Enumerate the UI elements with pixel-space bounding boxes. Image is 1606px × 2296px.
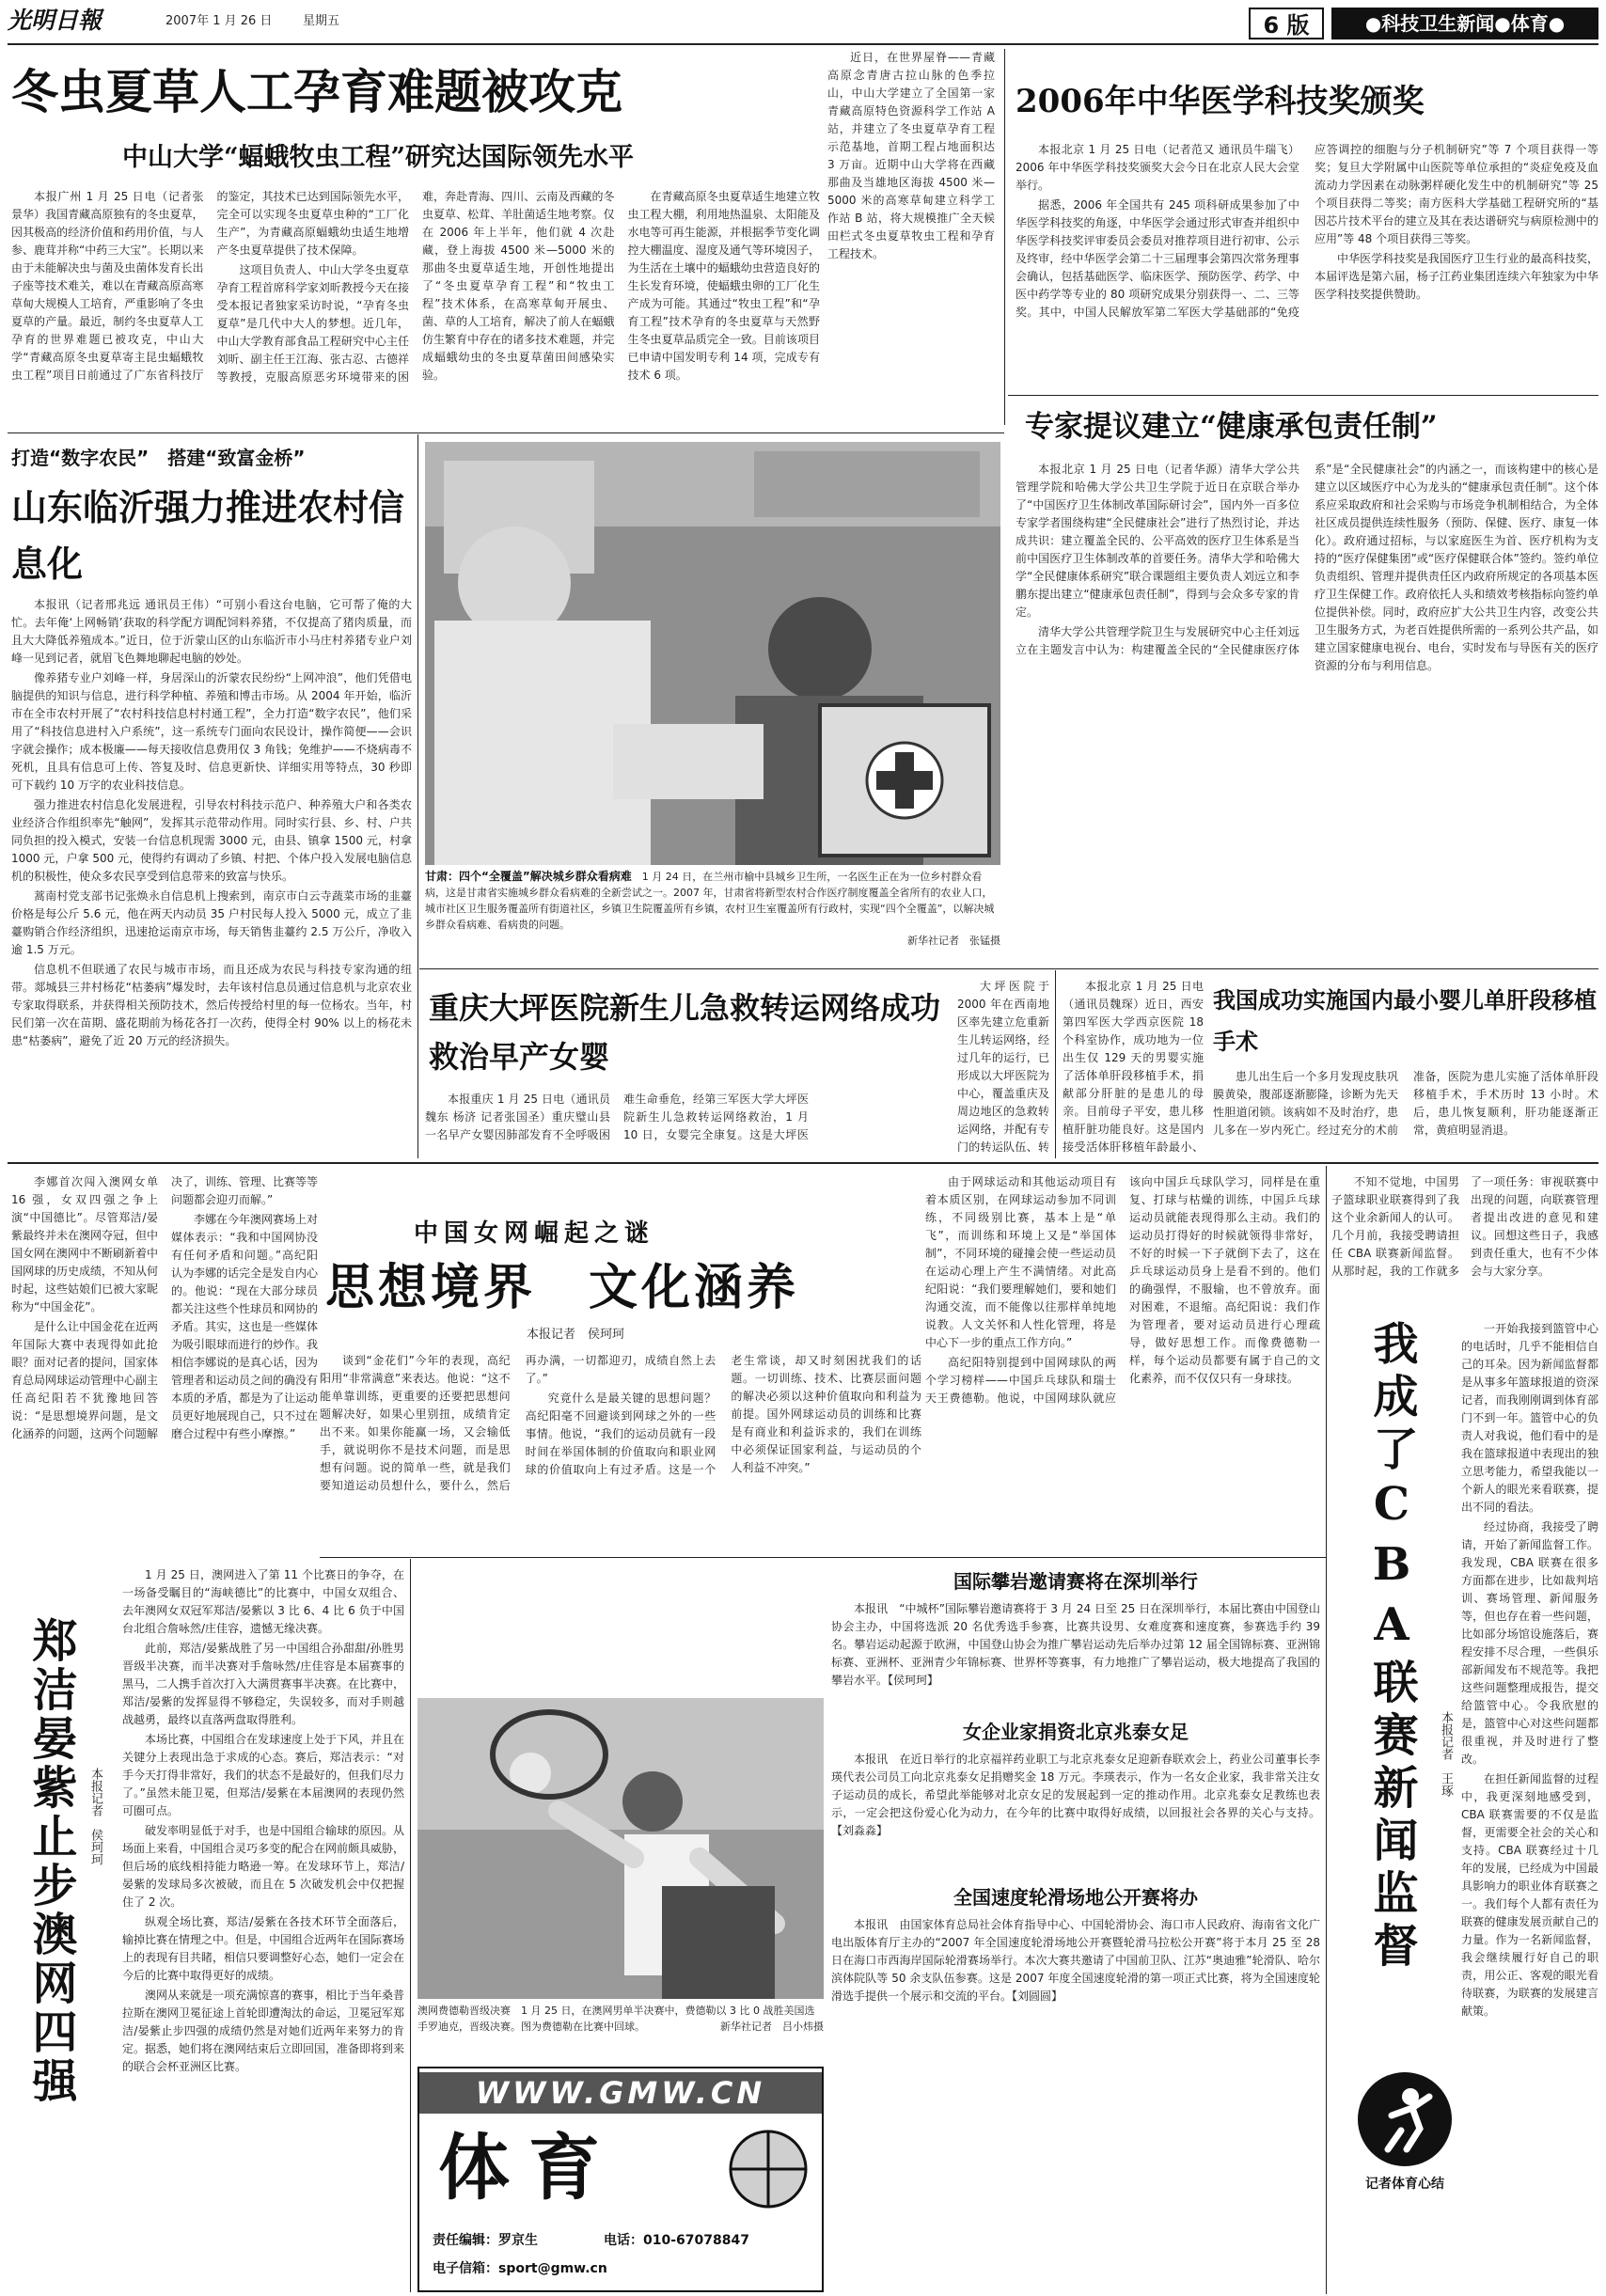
editor-phone: 电话：010-67078847 — [604, 2233, 749, 2248]
article-byline-cba: 本报记者 王琢 — [1439, 1711, 1453, 1797]
article-title-climbing: 国际攀岩邀请赛将在深圳举行 — [953, 1570, 1198, 1593]
article-para: 破发率明显低于对手，也是中国组合输球的原因。从场面上来看，中国组合灵巧多变的配合在网前颇具威胁，但后场的底线相持能力略逊一筹。在发球环节上，郑洁/晏紫的发球局多次被破，而且在 5 次破发机会中仅把握住了 2 次。 — [122, 1824, 404, 1909]
article-body-womens-football — [831, 1751, 1320, 1873]
article-para: 本报广州 1 月 25 日电（记者张景华）我国青藏高原独有的冬虫夏草，因其极高的经济价值和药用价值，与人参、鹿茸并称“中药三大宝”。长期以来由于未能解决虫与菌及虫菌体发育长出子座等技术难关，难以在青藏高原高寒草甸大规模人工培育，严重影响了冬虫夏草的产量。最近，制约冬虫夏草人工孕育的世界难题已被攻克，中山大学“青藏高原冬虫夏草寄主昆虫蝠蛾牧虫工程”项目日前通过了广东省科技厅的鉴定，其技术已达到国际领先水平，完全可以实现冬虫夏草虫种的“工厂化生产”，为青藏高原蝠蛾幼虫适生地增产冬虫夏草提供了技术保障。 — [11, 190, 409, 382]
article-para: 1 月 25 日，澳网进入了第 11 个比赛日的争夺，在一场备受瞩目的“海峡德比”的比赛中，中国女双组合、去年澳网女双冠军郑洁/晏紫以 3 比 6、4 比 6 负于中国台北组合詹咏然/庄佳容，遗憾无缘决赛。 — [122, 1568, 404, 1635]
article-para: 本报北京 1 月 25 日电（通讯员魏琛）近日，西安第四军医大学西京医院 18 个科室协作，成功地为一位出生仅 129 天的男婴实施了活体单肝段移植手术，捐献部分肝脏的是患儿的母亲。目前母子平安，患儿移植肝脏功能良好。这是国内接受活体肝移植年龄最小、 — [1063, 980, 1204, 1154]
article-para: 李娜首次闯入澳网女单 16 强，女双四强之争上演“中国德比”。尽管郑洁/晏紫最终并未在澳网夺冠，但中国女网在澳网中不断刷新着中国网球的历史成绩，不知从何时起，这些姑娘们已被大家昵称为“中国金花”。 — [11, 1175, 159, 1313]
article-title-cordyceps: 冬虫夏草人工孕育难题被攻克 — [11, 64, 622, 119]
article-body-daping-hospital-a — [425, 1091, 809, 1156]
website-url[interactable]: WWW.GMW.CN — [419, 2072, 822, 2114]
newspaper-logo: 光明日報 — [8, 7, 102, 34]
issue-weekday: 星期五 — [303, 14, 340, 28]
news-photo-federer — [417, 1698, 824, 1999]
section-rule — [320, 1557, 1326, 1558]
article-body-medical-award — [1016, 141, 1598, 391]
article-para: 这项目负责人、中山大学冬虫夏草孕育工程首席科学家刘昕教授今天在接受本报记者独家采访时说，“孕育冬虫夏草”是几代中大人的梦想。近几年，中山大学教育部食品工程研究中心主任刘昕、副主任王江海、张古忍、古德祥等教授，克服高原恶劣环境带来的困难，奔赴青海、四川、云南及西藏的冬虫夏草、松茸、羊肚菌适生地考察。仅在 2006 年上半年，他们就 4 次赴藏，登上海拔 4500 米—5000 米的那曲冬虫夏草适生地，开创性地提出了“冬虫夏草孕育工程”和“牧虫工程”技术体系，在高寒草甸开展虫、菌、草的人工培育，解决了前人在蝠蛾仿生繁育中存在的诸多技术难题，并完成蝠蛾幼虫的冬虫夏草菌田间感染实验。 — [216, 190, 615, 384]
article-para: 由于网球运动和其他运动项目有着本质区别，在网球运动参加不同训练，不同级别比赛，基本上是“单飞”，而训练和环境上又是“举国体制”，不同环境的碰撞会使一些运动员在运动心理上产生不满情绪。对此高纪阳说：“我们要理解她们，要和她们沟通交流，而不能像以往那样单纯地说教。人文关怀和人性化管理，将是中心下一步的重点工作方向。” — [925, 1175, 1116, 1349]
section-rule — [8, 1162, 1598, 1164]
article-body-roller-skating — [831, 1916, 1320, 2292]
article-para: 究竟什么是最关键的思想问题？高纪阳毫不回避谈到网球之外的一些事情。他说，“我们的运动员就有一段时间在举国体制的价值取向和职业网球的价值取向上有过矛盾。这是一个老生常谈，却又时刻困扰我们的话题。一切训练、技术、比赛层面问题的解决必须以这种价值取向和利益为前提。国外网球运动员的训练和比赛是有商业和利益诉求的，我们在训练中必须保证国家利益，与运动员的个人利益不冲突。” — [525, 1354, 921, 1476]
article-para: 李娜在今年澳网赛场上对媒体表示：“我和中国网协没有任何矛盾和问题。”高纪阳认为李娜的话完全是发自内心的。他说：“现在大部分球员都关注这些个性球员和网协的矛盾。其实，这也是一些媒体为吸引眼球而进行的炒作。我相信李娜说的是真心话，因为管理者和运动员之间的确没有本质的矛盾，都是为了让运动员更好地展现自己，只不过在磨合过程中有些小摩擦。” — [171, 1213, 318, 1440]
article-title-linyi: 山东临沂强力推进农村信息化 — [11, 486, 405, 585]
section-rule — [419, 968, 1598, 969]
article-title-womens-football: 女企业家捐资北京兆泰女足 — [963, 1721, 1189, 1743]
article-title-medical-award: 2006年中华医学科技奖颁奖 — [1016, 83, 1425, 120]
editor-email[interactable]: 电子信箱：sport@gmw.cn — [433, 2261, 607, 2276]
article-para: 本报北京 1 月 25 日电（记者华源）清华大学公共管理学院和哈佛大学公共卫生学院于近日在京联合举办了“中国医疗卫生体制改革国际研讨会”，国内外一百多位专家学者围绕构建“全民健康社会”进行了热烈讨论，并达成共识：建立覆盖全民的、公平高效的医疗卫生体系是当前中国医疗卫生体制改革的首要任务。清华大学和哈佛大学“全民健康体系研究”联合课题组主要负责人刘远立和李鹏东提出建立“健康承包责任制”，得到与会众多专家的肯定。 — [1016, 463, 1299, 619]
article-para: 在担任新闻监督的过程中，我更深刻地感受到，CBA 联赛需要的不仅是监督，更需要全社会的关心和支持。CBA 联赛经过十几年的发展，已经成为中国最具影响力的职业体育联赛之一。我们每个人都有责任为联赛的健康发展贡献自己的力量。作为一名新闻监督，我会继续履行好自己的职责，用公正、客观的眼光看待联赛，为联赛的发展建言献策。 — [1461, 1772, 1598, 2018]
basketball-player-icon — [1354, 2068, 1456, 2170]
article-body-womens-tennis-b — [320, 1352, 921, 1553]
photo-caption-text: 澳网费德勒晋级决赛 1 月 25 日，在澳网男单半决赛中，费德勒以 3 比 0 战胜美国选手罗迪克，晋级决赛。图为费德勒在比赛中回球。 — [417, 2005, 815, 2033]
column-rule — [1055, 970, 1056, 1158]
columnist-logo — [1354, 2068, 1456, 2210]
article-para: 高纪阳特别提到中国网球队的两个学习榜样——中国乒乓球队和瑞士天王费德勒。他说，中国网球队就应该向中国乒乓球队学习，同样是在重复、打球与枯燥的训练，中国乒乓球运动员就能表现得那么主动。我们的运动员打得好的时候就领得非常好，不好的时候一下子就倒下去了，这在乒乓球运动员身上是看不到的。他们的确强悍，不服输，也不曾放弃。面对困难，不退缩。高纪阳说：我们作为管理者，要对运动员进行心理疏导，做好思想工作。而像费德勒一样，每个运动员都要有属于自己的文化素养，而不仅仅只有一身球技。 — [925, 1175, 1320, 1405]
article-body-cba-a — [1331, 1173, 1598, 1305]
section-rule — [8, 432, 1004, 433]
article-para: 据悉，2006 年全国共有 245 项科研成果参加了中华医学科技奖的角逐，中华医学会通过形式审查并组织中华医学科技奖评审委员会委员对推荐项目进行初审、公示及终审，经中华医学会第二十三届理事会第四次常务理事会确认，包括基础医学、临床医学、预防医学、药学、中医中药学等专业的 80 项研究成果分别获得一、二、三等奖。其中，中国人民解放军第二军医大学基础部的“免疫应答调控的细胞与分子机制研究”等 7 个项目获得一等奖；复旦大学附属中山医院等单位承担的“炎症免疫及血流动力学因素在动脉粥样硬化发生中的机制研究”等 25 个项目获得二等奖；南方医科大学基础工程研究所的“基因芯片技术平台的建立及其在表达谱研究与病原检测中的应用”等 48 个项目获得三等奖。 — [1016, 143, 1598, 319]
article-para: 本报重庆 1 月 25 日电（通讯员魏东 杨济 记者张国圣）重庆璧山县一名早产女婴因肺部发育不全呼吸困难生命垂危，经第三军医大学大坪医院新生儿急救转运网络救治，1 月 10 日，女婴完全康复。这是大坪医 — [425, 1093, 809, 1141]
article-byline-womens-tennis: 本报记者 侯珂珂 — [527, 1328, 625, 1342]
article-para: 在青藏高原冬虫夏草适生地建立牧虫工程大棚，利用地热温泉、太阳能及水电等可再生能源，并根据季节变化调控大棚温度、湿度及通气等环境因子，为生活在土壤中的蝠蛾幼虫营造良好的生长发育环境，使蝠蛾虫卵的工厂化生产成为可能。其通过“牧虫工程”和“孕育工程”技术孕育的冬虫夏草与天然野生冬虫夏草品质完全一致。目前该项目已申请中国发明专利 14 项，完成专有技术 6 项。 — [627, 190, 820, 382]
photo-caption-doctor — [425, 869, 1000, 967]
masthead-rule — [8, 43, 1598, 45]
page-number: 6 版 — [1249, 8, 1324, 39]
section-banner: ●科技卫生新闻●体育● — [1331, 8, 1598, 39]
editor-credit: 责任编辑：罗京生 — [433, 2233, 538, 2248]
article-para: 大坪医院于 2000 年在西南地区率先建立危重新生儿转运网络，经过几年的运行，已形成以大坪医院为中心，覆盖重庆及周边地区的急救转运网络，并配有专门的转运队伍、转 — [957, 980, 1049, 1154]
article-title-roller-skating: 全国速度轮滑场地公开赛将办 — [953, 1886, 1198, 1909]
article-title-womens-tennis: 思想境界 文化涵养 — [325, 1259, 800, 1316]
article-title-cba: 我成了CBA联赛新闻监督 — [1365, 1320, 1418, 1974]
issue-date: 2007年 1 月 26 日 — [165, 14, 273, 28]
article-para: 患儿出生后一个多月发现皮肤巩膜黄染，腹部逐渐膨隆，诊断为先天性胆道闭锁。该病如不及时治疗，患儿多在一岁内死亡。经过充分的术前准备，医院为患儿实施了活体单肝段移植手术，手术历时 13 小时。术后，患儿恢复顺利，肝功能逐渐正常，黄疸明显消退。 — [1213, 1070, 1598, 1137]
article-para: 澳网从来就是一项充满惊喜的赛事，相比于当年桑普拉斯在澳网卫冕征途上首轮即遭淘汰的命运，卫冕冠军郑洁/晏紫止步四强的成绩仍然是对她们近两年来努力的肯定。据悉，她们将在澳网结束后立即回国，准备即将到来的联合会杯亚洲区比赛。 — [122, 1989, 404, 2073]
photo-illustration — [425, 442, 1000, 865]
article-body-liver-transplant-lead — [1063, 978, 1204, 1156]
columnist-logo-label: 记者体育心结 — [1365, 2177, 1444, 2192]
article-title-zheng-yan: 郑洁晏紫止步澳网四强 — [24, 1617, 77, 2106]
article-para: 本报讯 “中城杯”国际攀岩邀请赛将于 3 月 24 日至 25 日在深圳举行，本届比赛由中国登山协会主办，中国将选派 20 名优秀选手参赛，比赛共设男、女难度赛和速度赛，参赛选手约 39 名。攀岩运动起源于欧洲，中国登山协会为推广攀岩运动先后举办过第 12 届全国锦标赛、亚洲锦标赛、亚洲杯、亚洲青少年锦标赛、世界杯等赛事，有力地推广了攀岩运动，极大地提高了我国的攀岩水平。【侯珂珂】 — [831, 1602, 1320, 1687]
article-para: 经过协商，我接受了聘请，开始了新闻监督工作。我发现，CBA 联赛在很多方面都在进步，比如裁判培训、赛场管理、新闻服务等，但也存在着一些问题，比如部分场馆设施落后，赛程安排不尽合理，一些俱乐部新闻发布不规范等。我把这些问题整理成报告，提交给篮管中心。令我欣慰的是，篮管中心对这些问题都很重视，并及时进行了整改。 — [1461, 1520, 1598, 1766]
article-para: 近日，在世界屋脊——青藏高原念青唐古拉山脉的色季拉山，中山大学建立了全国第一家青藏高原特色资源科学工作站 A 站，并建立了冬虫夏草孕育工程示范基地，首期工程占地面积达 3 万亩。近期中山大学将在西藏那曲及当雄地区海拔 4500 米—5000 米的高寒草甸建立科学工作站 B 站，将大规模推广全天候田栏式冬虫夏草牧虫工程和孕育工程技术。 — [827, 51, 995, 260]
section-rule — [1008, 395, 1598, 396]
photo-caption-lead: 甘肃：四个“全覆盖”解决城乡群众看病难 — [425, 870, 632, 883]
column-rule — [1004, 49, 1005, 425]
article-kicker-linyi: 打造“数字农民” 搭建“致富金桥” — [11, 447, 306, 469]
article-body-womens-tennis-c — [925, 1173, 1320, 1553]
article-body-linyi — [11, 596, 412, 1156]
article-para: 一开始我接到篮管中心的电话时，几乎不能相信自己的耳朵。因为新闻监督都是从事多年篮球报道的资深记者，而我刚刚调到体育部门不到一年。篮管中心的负责人对我说，他们看中的是我在篮球报道中表现出的独立思考能力，希望我能以一个新人的眼光来看联赛，提出不同的看法。 — [1461, 1322, 1598, 1514]
sports-banner — [417, 2067, 824, 2292]
article-body-liver-transplant — [1213, 1068, 1598, 1156]
article-para: 是什么让中国金花在近两年国际大赛中表现得如此抢眼？面对记者的提问，国家体育总局网球运动管理中心副主任高纪阳若不犹豫地回答说：“是思想境界问题，是文化涵养的问题，这两个问题解决了，训练、管理、比赛等等问题都会迎刃而解。” — [11, 1175, 318, 1440]
article-body-health-responsibility — [1016, 461, 1598, 709]
article-para: 不知不觉地，中国男子篮球职业联赛得到了我这个业余新闻人的认可。几个月前，我接受聘请担任 CBA 联赛新闻监督。从那时起，我的工作就多了一项任务：审视联赛中出现的问题，向联赛管理者提出改进的意见和建议。回想这些日子，我感到责任重大，也有不少体会与大家分享。 — [1331, 1175, 1598, 1278]
article-title-health-responsibility: 专家提议建立“健康承包责任制” — [1025, 410, 1438, 444]
article-subtitle-cordyceps: 中山大学“蝠蛾牧虫工程”研究达国际领先水平 — [122, 143, 635, 172]
photo-credit: 新华社记者 吕小炜摄 — [720, 2021, 824, 2033]
article-kicker-womens-tennis: 中国女网崛起之谜 — [414, 1219, 655, 1248]
article-para: 蒿南村党支部书记张焕永自信息机上搜索到，南京市白云寺蔬菜市场的韭薹价格是每公斤 5.6 元，他在两天内动员 35 户村民每人投入 5000 元，成立了韭薹购销合作经济组织，迅速抢运南京市场，每天销售韭薹约 2.5 万公斤，净收入逾 1.5 万元。 — [11, 889, 412, 956]
article-para: 本场比赛，中国组合在发球速度上处于下风，并且在关键分上表现出急于求成的心态。赛后，郑洁表示：“对手今天打得非常好，我们的状态不是最好的，但我们尽力了。”虽然未能卫冕，但郑洁/晏紫在本届澳网的表现仍然可圈可点。 — [122, 1733, 404, 1817]
article-body-climbing — [831, 1600, 1320, 1709]
article-body-cordyceps-cont — [827, 49, 995, 421]
article-para: 像养猪专业户刘峰一样，身居深山的沂蒙农民纷纷“上网冲浪”，他们凭借电脑提供的知识与信息，进行科学种植、养殖和博击市场。从 2004 年开始，临沂市在全市农村开展了“农村科技信息村村通工程”，全力打造“数字农民”，他们采用了“科技信息进村入户系统”，这一系统专门面向农民设计，操作简便——会识字就会操作；成本极廉——每天接收信息费用仅 3 角钱；免维护——不烧病毒不死机，且具有信息可上传、答复及时、信息更新快、详细实用等特点，30 秒即可下载约 10 万字的农业科技信息。 — [11, 671, 412, 792]
photo-illustration — [417, 1698, 824, 1999]
column-rule — [1326, 1166, 1327, 2294]
news-photo-doctor — [425, 442, 1000, 865]
article-byline-zheng-yan: 本报记者 侯珂珂 — [88, 1768, 102, 1865]
article-para: 谈到“金花们”今年的表现，高纪阳用“非常满意”来表达。他说：“这不能单靠训练，更重要的还要把思想问题解决好，如果心里别扭，成绩肯定出不来。如果你能赢一场，又会输低手，就说明你不是技术问题，而是思想有问题。说的简单一些，就是我们要知道运动员想什么，要什么，然后再办满，一切都迎刃，成绩自然上去了。” — [320, 1354, 716, 1492]
article-para: 本报讯 由国家体育总局社会体育指导中心、中国轮滑协会、海口市人民政府、海南省文化广电出版体育厅主办的“2007 年全国速度轮滑场地公开赛暨轮滑马拉松公开赛”将于本月 25 至 28 日在海口市西海岸国际轮滑赛场举行。本次大赛共邀请了中国前卫队、江苏“奥迪雅”轮滑队、哈尔滨体院队等 50 余支队伍参赛。这是 2007 年度全国速度轮滑的第一项正式比赛，将为全国速度轮滑选手提供一个展示和交流的平台。【刘圆圆】 — [831, 1918, 1320, 2003]
article-para: 纵观全场比赛，郑洁/晏紫在各技术环节全面落后，输掉比赛在情理之中。但是，中国组合近两年在国际赛场上的表现有目共睹，相信只要调整好心态，她们一定会在今后的比赛中取得更好的成绩。 — [122, 1915, 404, 1982]
article-para: 此前，郑洁/晏紫战胜了另一中国组合孙甜甜/孙胜男晋级半决赛，而半决赛对手詹咏然/庄佳容是本届赛事的黑马，二人携手首次打入大满贯赛事半决赛。在比赛中，郑洁/晏紫的发挥显得不够稳定，失误较多，而对手则越战越勇，最终以直落两盘取得胜利。 — [122, 1642, 404, 1726]
article-para: 本报北京 1 月 25 日电（记者范又 通讯员牛瑞飞）2006 年中华医学科技奖颁奖大会今日在北京人民大会堂举行。 — [1016, 143, 1299, 192]
article-body-zheng-yan — [122, 1566, 404, 2290]
article-para: 本报讯 在近日举行的北京福祥药业职工与北京兆泰女足迎新春联欢会上，药业公司董事长李瑛代表公司员工向北京兆泰女足捐赠奖金 18 万元。李瑛表示，作为一名女企业家，我非常关注女子运动员的成长，希望此举能够对北京女足的发展起到一定的推动作用。北京兆泰女足教练也表示，一定会把这份爱心化为动力，在今年的比赛中取得好成绩，以回报社会各界的关心与支持。【刘淼淼】 — [831, 1753, 1320, 1837]
article-para: 清华大学公共管理学院卫生与发展研究中心主任刘远立在主题发言中认为：构建覆盖全民的“全民健康医疗体系”是“全民健康社会”的内涵之一，而该构建中的核心是建立以区域医疗中心为龙头的“健康承包责任制”。这个体系应采取政府和社会采购与市场竞争机制相结合，为全体社区成员提供连续性服务（预防、保健、医疗、康复一体化）。政府通过招标，与以家庭医生为首、医疗机构为支持的“医疗保健集团”或“医疗保健联合体”签约。签约单位负责组织、管理并提供责任区内政府所规定的各项基本医疗卫生保健工作。政府依托人头和绩效考核指标向签约单位提供补偿。同时，政府应扩大公共卫生内容，改变公共卫生服务方式，为老百姓提供所需的一系列公共产品，如建立国家健康电视台、电台，实时发布与导医有关的医疗资源的分布与利用信息。 — [1016, 463, 1598, 672]
column-rule — [410, 1559, 411, 2292]
article-title-liver-transplant: 我国成功实施国内最小婴儿单肝段移植手术 — [1213, 986, 1597, 1055]
article-para: 信息机不但联通了农民与城市市场，而且还成为农民与科技专家沟通的纽带。郯城县三井村杨花“枯萎病”爆发时，去年该村信息员通过信息机与北京农业专家取得联系，并获得相关预防技术，然后传授给村里的每一位杨农。当年，村民们第一次在苗期、盛花期前为杨花各打一次药，使得全村 90% 以上的杨花未患“枯萎病”，避免了近 20 万元的经济损失。 — [11, 963, 412, 1047]
article-body-cordyceps — [11, 188, 820, 421]
article-title-daping-hospital: 重庆大坪医院新生儿急救转运网络成功救治早产女婴 — [429, 990, 941, 1075]
sports-ball-icon — [726, 2127, 811, 2211]
photo-caption-federer — [417, 2003, 824, 2059]
article-para: 中华医学科技奖是我国医疗卫生行业的最高科技奖，本届评选是第六届，杨子江药业集团连续六年独家为中华医学科技奖提供赞助。 — [1315, 252, 1598, 301]
sports-section-title: 体育 — [438, 2126, 619, 2210]
article-para: 本报讯（记者邢兆远 通讯员王伟）“可别小看这台电脑，它可帮了俺的大忙。去年俺‘上网畅销’获取的科学配方调配饲料养猪，不仅提高了猪肉质量，而且大大降低养殖成本。”近日，位于沂蒙山区的山东临沂市小马庄村养猪专业户刘峰一见到记者，就眉飞色舞地聊起电脑的妙处。 — [11, 598, 412, 665]
column-rule — [417, 434, 418, 1158]
article-body-cba-b — [1461, 1320, 1598, 2288]
article-body-daping-hospital-c — [957, 978, 1049, 1156]
photo-caption-text: 1 月 24 日，在兰州市榆中县城乡卫生所，一名医生正在为一位乡村群众看病，这是甘肃省实施城乡群众看病难的全新尝试之一。2007 年，甘肃省将新型农村合作医疗制度覆盖全省所有的农业人口，城市社区卫生服务覆盖所有街道社区，乡镇卫生院覆盖所有乡镇，农村卫生室覆盖所有行政村，实现“四个全覆盖”，以解决城乡群众看病难、看病贵的问题。 — [425, 871, 995, 931]
photo-credit: 新华社记者 张锰摄 — [907, 935, 1000, 947]
article-para: 强力推进农村信息化发展进程，引导农村科技示范户、种养殖大户和各类农业经济合作组织率先“触网”，发挥其示范带动作用。同时实行县、乡、村、户共同负担的投入模式，安装一台信息机现需 3000 元，由县、镇拿 1500 元，村拿 1000 元，户拿 500 元，使得约有调动了乡镇、村把、个体户投入发展电脑信息机的积极性，使众多农民享受到信息带来的致富与快乐。 — [11, 798, 412, 883]
